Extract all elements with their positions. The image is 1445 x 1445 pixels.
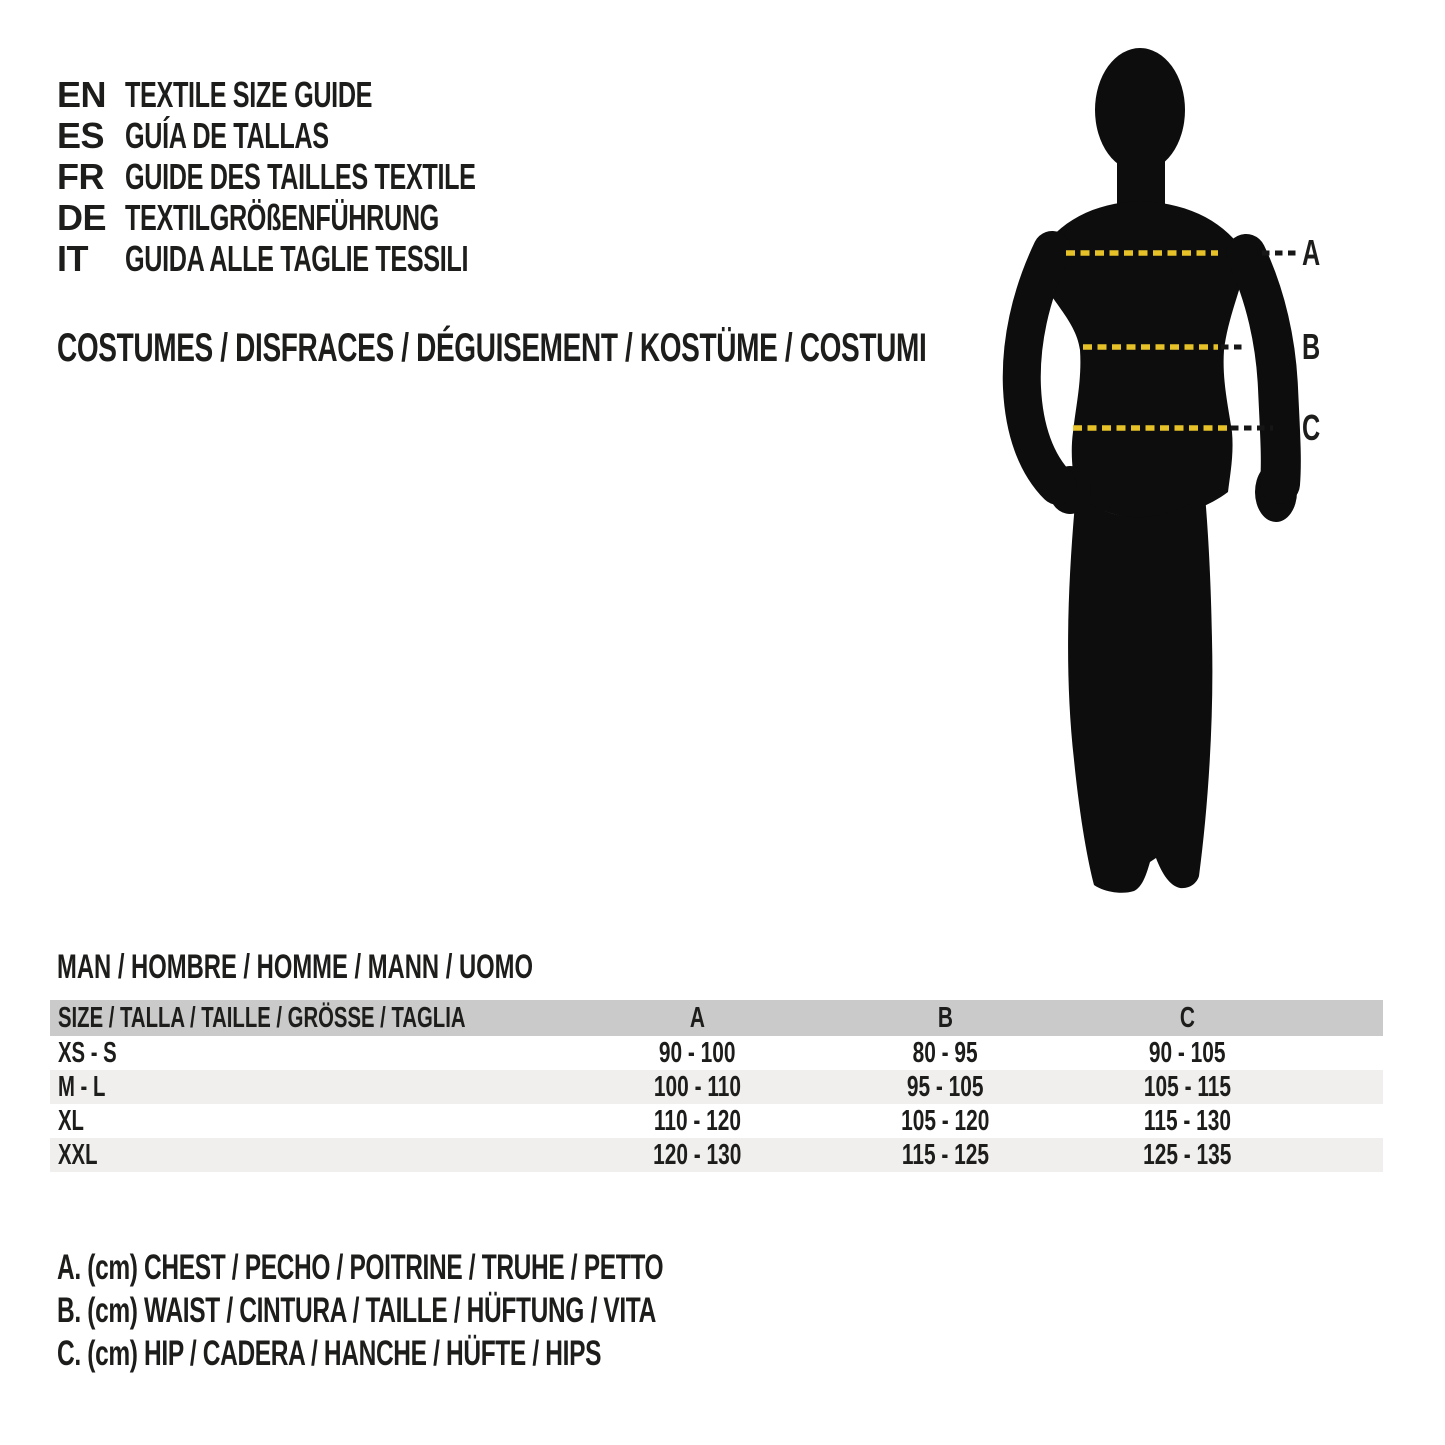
cell-a-text: 120 - 130 — [652, 1138, 742, 1171]
language-label: GUÍA DE TALLAS — [125, 114, 329, 156]
language-row-fr — [57, 156, 626, 197]
silhouette-body — [1034, 48, 1297, 893]
language-label: TEXTILE SIZE GUIDE — [125, 73, 373, 115]
cell-size-text: XS - S — [58, 1036, 117, 1069]
size-table — [50, 1000, 1383, 1172]
column-header-a-text: A — [689, 1001, 705, 1034]
language-code: DE — [57, 196, 107, 238]
cell-b-text: 115 - 125 — [901, 1138, 989, 1171]
cell-size — [50, 1105, 610, 1138]
man-silhouette-icon — [1000, 40, 1310, 895]
silhouette-neck — [1117, 140, 1165, 206]
column-header-a — [610, 1002, 784, 1035]
cell-size-text: M - L — [58, 1070, 106, 1103]
cell-a — [610, 1071, 784, 1104]
table-row-xl — [50, 1104, 1383, 1138]
language-guide-list — [57, 74, 626, 279]
cell-a — [610, 1037, 784, 1070]
cell-size — [50, 1139, 610, 1172]
cell-b-text: 80 - 95 — [912, 1036, 978, 1069]
cell-c — [1106, 1037, 1268, 1070]
language-code: FR — [57, 155, 104, 197]
cell-b-text: 95 - 105 — [906, 1070, 984, 1103]
cell-a-text: 100 - 110 — [653, 1070, 741, 1103]
cell-size-text: XL — [58, 1104, 84, 1137]
language-row-de — [57, 197, 626, 238]
cell-c — [1106, 1139, 1268, 1172]
legend-line-hip-text: C. (cm) HIP / CADERA / HANCHE / HÜFTE / HIPS — [57, 1333, 602, 1373]
category-title-text: COSTUMES / DISFRACES / DÉGUISEMENT / KOSTÜME / COSTUMI — [57, 326, 927, 370]
table-row-xs-s — [50, 1036, 1383, 1070]
language-code: IT — [57, 237, 88, 279]
cell-c-text: 115 - 130 — [1143, 1104, 1231, 1137]
cell-a — [610, 1139, 784, 1172]
section-title — [57, 948, 737, 987]
cell-c-text: 105 - 115 — [1143, 1070, 1231, 1103]
legend-line-chest-text: A. (cm) CHEST / PECHO / POITRINE / TRUHE / PETTO — [57, 1247, 664, 1287]
silhouette-right-arm — [1246, 254, 1281, 484]
language-row-en — [57, 74, 626, 115]
language-label: GUIDA ALLE TAGLIE TESSILI — [125, 237, 469, 279]
legend-line-waist — [57, 1289, 923, 1332]
table-header-row — [50, 1000, 1383, 1036]
language-label: GUIDE DES TAILLES TEXTILE — [125, 155, 476, 197]
cell-c-text: 90 - 105 — [1148, 1036, 1226, 1069]
marker-c-text: C — [1302, 407, 1321, 448]
marker-label-c — [1302, 408, 1342, 448]
silhouette-legs — [1068, 492, 1212, 893]
cell-a-text: 110 - 120 — [653, 1104, 741, 1137]
cell-b — [784, 1071, 1106, 1104]
cell-size-text: XXL — [58, 1138, 98, 1171]
marker-label-a — [1302, 233, 1342, 273]
cell-b-text: 105 - 120 — [900, 1104, 990, 1137]
column-header-c-text: C — [1179, 1001, 1195, 1034]
section-title-text: MAN / HOMBRE / HOMME / MANN / UOMO — [57, 948, 533, 986]
legend-line-waist-text: B. (cm) WAIST / CINTURA / TAILLE / HÜFTUNG / VITA — [57, 1290, 656, 1330]
language-row-es — [57, 115, 626, 156]
legend-line-hip — [57, 1332, 923, 1375]
table-row-m-l — [50, 1070, 1383, 1104]
cell-size — [50, 1071, 610, 1104]
silhouette-left-arm — [1022, 250, 1058, 486]
cell-b — [784, 1139, 1106, 1172]
cell-b — [784, 1105, 1106, 1138]
column-header-size-text: SIZE / TALLA / TAILLE / GRÖSSE / TAGLIA — [58, 1001, 466, 1034]
cell-c — [1106, 1071, 1268, 1104]
column-header-size — [50, 1002, 610, 1035]
marker-a-text: A — [1302, 232, 1321, 273]
cell-size — [50, 1037, 610, 1070]
column-header-b-text: B — [937, 1001, 953, 1034]
cell-c-text: 125 - 135 — [1142, 1138, 1232, 1171]
marker-label-b — [1302, 327, 1342, 367]
cell-b — [784, 1037, 1106, 1070]
language-code: EN — [57, 73, 107, 115]
language-code: ES — [57, 114, 105, 156]
legend-line-chest — [57, 1246, 923, 1289]
measurement-legend — [57, 1246, 923, 1375]
table-row-xxl — [50, 1138, 1383, 1172]
language-label: TEXTILGRÖßENFÜHRUNG — [125, 196, 439, 238]
cell-a-text: 90 - 100 — [658, 1036, 736, 1069]
marker-b-text: B — [1302, 326, 1321, 367]
column-header-b — [784, 1002, 1106, 1035]
cell-a — [610, 1105, 784, 1138]
language-row-it — [57, 238, 626, 279]
cell-c — [1106, 1105, 1268, 1138]
column-header-c — [1106, 1002, 1268, 1035]
